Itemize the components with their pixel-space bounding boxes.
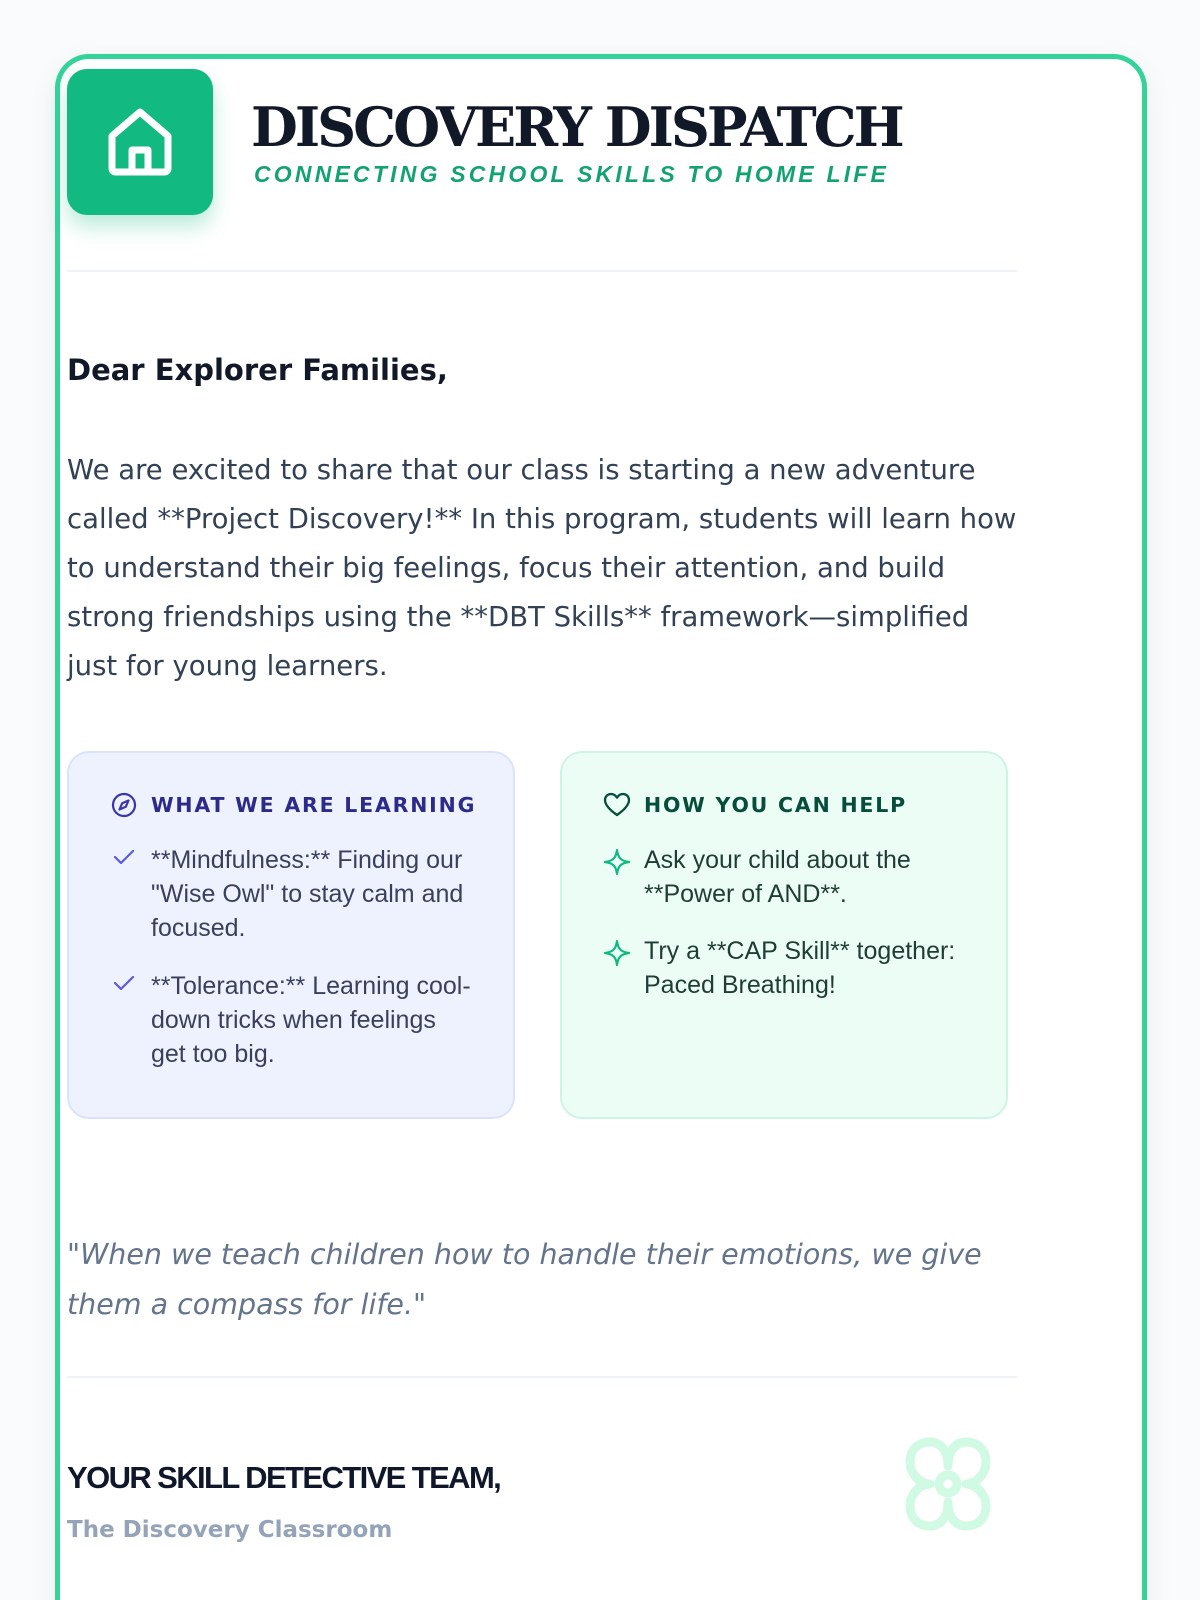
divider bbox=[67, 1376, 1017, 1378]
signoff: YOUR SKILL DETECTIVE TEAM, bbox=[67, 1460, 501, 1495]
greeting: Dear Explorer Families, bbox=[67, 353, 448, 387]
learning-title: WHAT WE ARE LEARNING bbox=[151, 793, 477, 817]
heart-icon bbox=[602, 790, 632, 820]
intro-paragraph: We are excited to share that our class is starting a new adventure called **Project Discovery!** In this program, students will learn how to understand their big feelings, focus their attention, and build strong friendships using the **DBT Skills** framework—simplified just for young learners. bbox=[67, 454, 1017, 682]
help-title: HOW YOU CAN HELP bbox=[644, 793, 907, 817]
list-item-text: **Mindfulness:** Finding our "Wise Owl" to stay calm and focused. bbox=[151, 846, 464, 942]
list-item bbox=[602, 934, 982, 1002]
quote: "When we teach children how to handle their emotions, we give them a compass for life." bbox=[67, 1238, 982, 1321]
learning-panel bbox=[67, 751, 515, 1119]
page-subtitle: CONNECTING SCHOOL SKILLS TO HOME LIFE bbox=[254, 161, 890, 187]
classroom-name: The Discovery Classroom bbox=[67, 1517, 393, 1543]
help-panel bbox=[560, 751, 1008, 1119]
list-item bbox=[109, 969, 489, 1071]
flower-icon bbox=[900, 1436, 996, 1532]
check-icon bbox=[109, 843, 139, 873]
compass-icon bbox=[109, 790, 139, 820]
list-item-text: Try a **CAP Skill** together: Paced Breathing! bbox=[644, 937, 956, 999]
sparkle-icon bbox=[602, 843, 632, 873]
list-item-text: **Tolerance:** Learning cool-down tricks when feelings get too big. bbox=[151, 972, 471, 1068]
header bbox=[67, 69, 1017, 219]
sparkle-icon bbox=[602, 934, 632, 964]
divider bbox=[67, 270, 1017, 272]
list-item bbox=[109, 843, 489, 945]
check-icon bbox=[109, 969, 139, 999]
list-item bbox=[602, 843, 982, 911]
home-icon bbox=[67, 69, 213, 215]
page-title: DISCOVERY DISPATCH bbox=[251, 95, 902, 159]
list-item-text: Ask your child about the **Power of AND**. bbox=[644, 846, 911, 908]
